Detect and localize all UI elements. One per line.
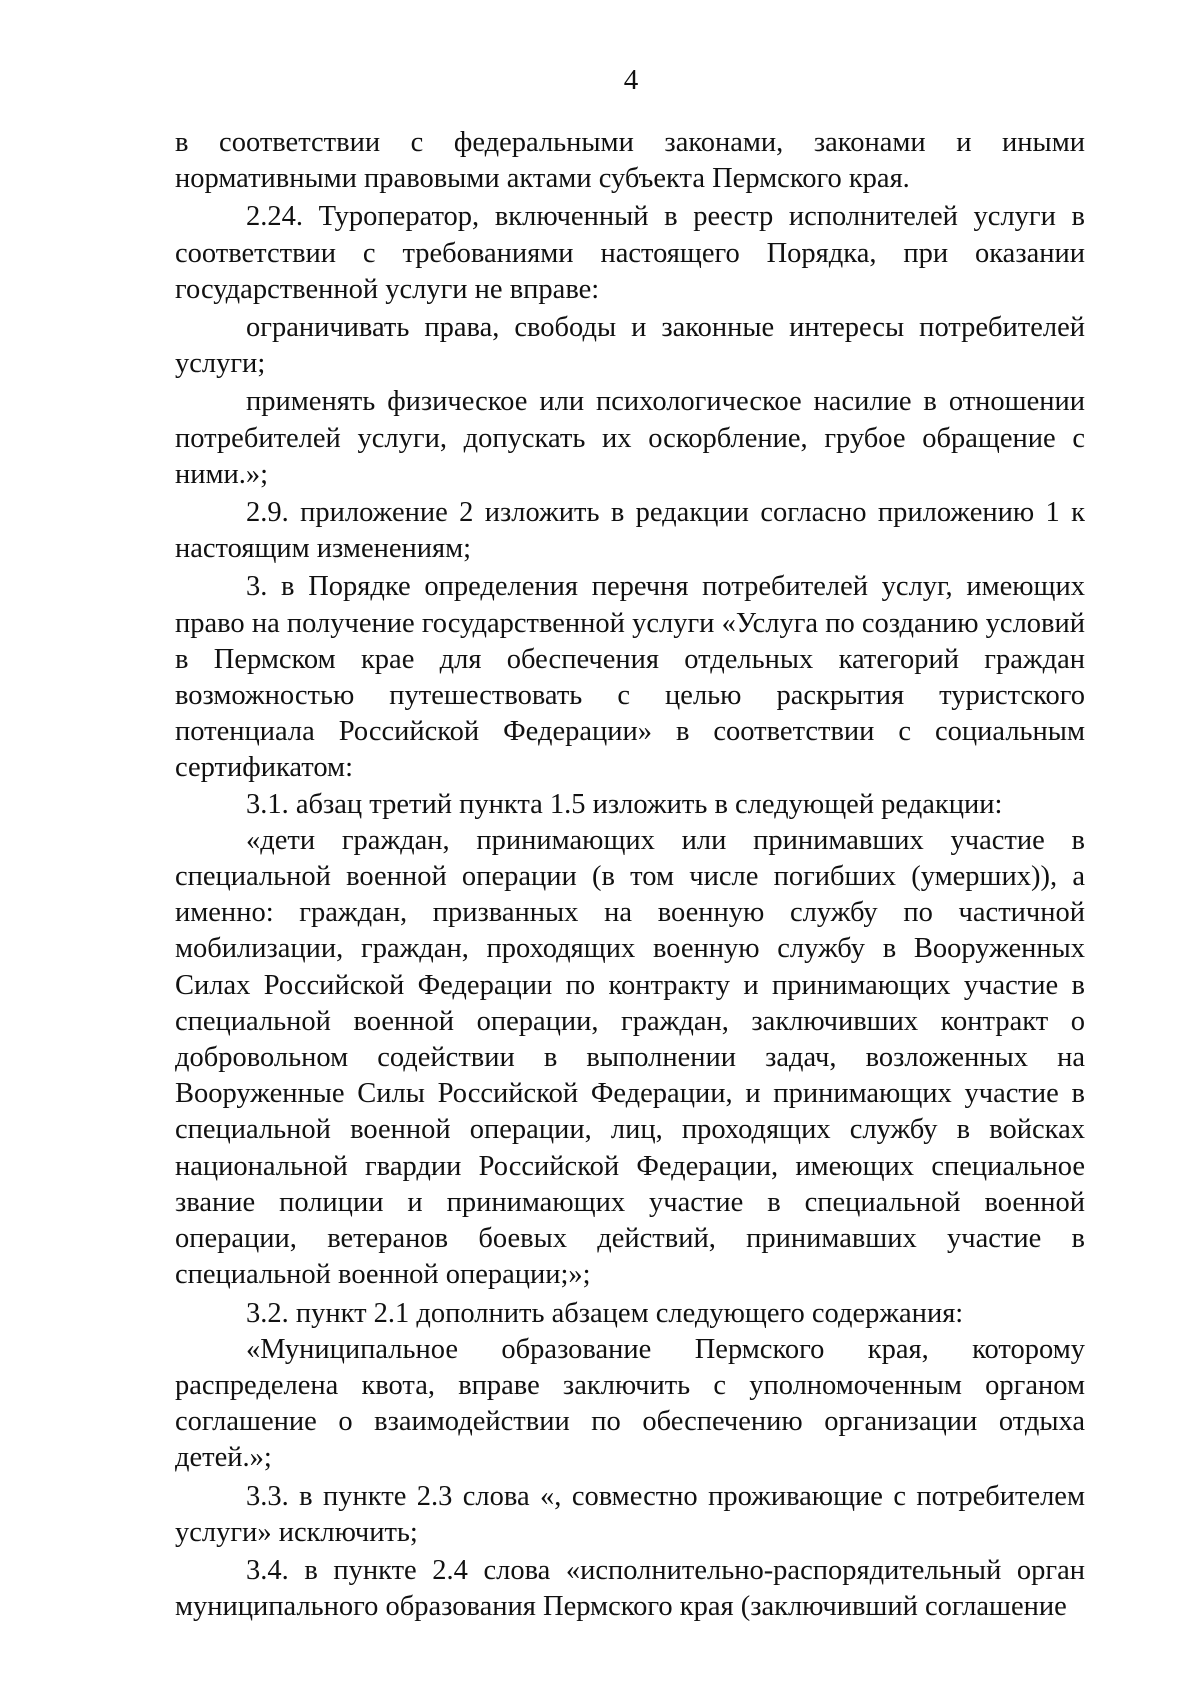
paragraph-2-9: 2.9. приложение 2 изложить в редакции согласно приложению 1 к настоящим изменениям; — [175, 497, 1085, 565]
paragraph-3-4: 3.4. в пункте 2.4 слова «исполнительно-распорядительный орган муниципального образования Пермского края (заключивший соглашение — [175, 1554, 1085, 1623]
page-number: 4 — [623, 64, 639, 96]
paragraph-3-2: 3.2. пункт 2.1 дополнить абзацем следующего содержания: — [246, 1297, 964, 1329]
paragraph-no-violence: применять физическое или психологическое насилие в отношении потребителей услуги, допускать их оскорбление, грубое обращение с ними.»; — [175, 386, 1085, 490]
paragraph-continuation: в соответствии с федеральными законами, законами и иными нормативными правовыми актами субъекта Пермского края. — [175, 127, 1085, 195]
paragraph-children-quote: «дети граждан, принимающих или принимавших участие в специальной военной операции (в том числе погибших (умерших)), а именно: граждан, призванных на военную службу по частичной мобилизации, граждан, проходящих военную службу в Вооруженных Силах Российской Федерации по контракту и принимающих участие в специальной военной операции, граждан, заключивших контракт о добровольном содействии в выполнении задач, возложенных на Вооруженные Силы Российской Федерации, и принимающих участие в специальной военной операции, лиц, проходящих службу в войсках национальной гвардии Российской Федерации, имеющих специальное звание полиции и принимающих участие в специальной военной операции, ветеранов боевых действий, принимавших участие в специальной военной операции;»; — [175, 824, 1085, 1291]
paragraph-3-3: 3.3. в пункте 2.3 слова «, совместно проживающие с потребителем услуги» исключить; — [175, 1480, 1085, 1548]
paragraph-3: 3. в Порядке определения перечня потребителей услуг, имеющих право на получение государственной услуги «Услуга по созданию условий в Пермском крае для обеспечения отдельных категорий граждан возможностью путешествовать с целью раскрытия туристского потенциала Российской Федерации» в соответствии с социальным сертификатом: — [175, 571, 1085, 784]
document-body — [175, 125, 1085, 1625]
paragraph-municipal-quote: «Муниципальное образование Пермского края, которому распределена квота, вправе заключить с уполномоченным органом соглашение о взаимодействии по обеспечению организации отдыха детей.»; — [175, 1333, 1085, 1474]
paragraph-2-24: 2.24. Туроператор, включенный в реестр исполнителей услуги в соответствии с требованиями настоящего Порядка, при оказании государственной услуги не вправе: — [175, 201, 1085, 305]
paragraph-3-1: 3.1. абзац третий пункта 1.5 изложить в следующей редакции: — [246, 788, 1003, 820]
paragraph-restrict-rights: ограничивать права, свободы и законные интересы потребителей услуги; — [175, 312, 1085, 380]
